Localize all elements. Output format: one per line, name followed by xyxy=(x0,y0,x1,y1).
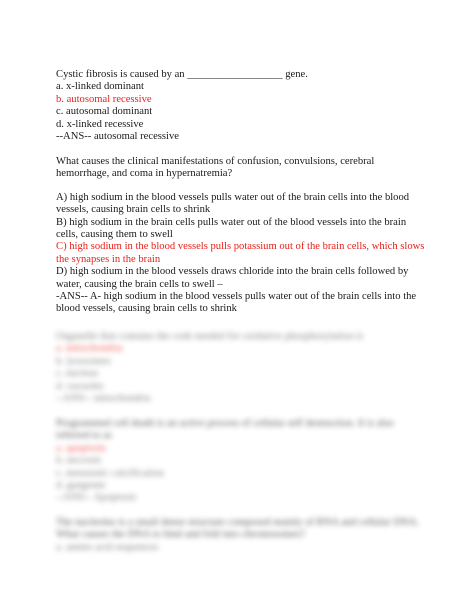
question-2-option-a: A) high sodium in the blood vessels pulls water out of the brain cells into the blood vessels, causing brain cells to shrink xyxy=(56,191,410,216)
question-2 xyxy=(56,156,426,316)
question-3-option-a-correct: a. mitochondria xyxy=(56,343,123,355)
question-1-option-c: c. autosomal dominant xyxy=(56,106,153,118)
question-4-answer: --ANS-- Apoptosis xyxy=(56,492,137,504)
question-2-option-c-highlighted: C) high sodium in the blood vessels pulls potassium out of the brain cells, which slows the synapses in the brain xyxy=(56,241,425,265)
question-1-answer: --ANS-- autosomal recessive xyxy=(56,131,179,143)
question-5-blurred xyxy=(56,517,426,554)
question-1-option-b-correct: b. autosomal recessive xyxy=(56,93,152,105)
question-2-stem: What causes the clinical manifestations of confusion, convulsions, cerebral hemorrhage, and coma in hypernatremia? xyxy=(56,156,375,180)
question-4-option-d: d. gangrene xyxy=(56,480,106,492)
question-3-option-b: b. lysosomes xyxy=(56,355,111,367)
question-5-option-a: a. amino acid sequences xyxy=(56,541,159,553)
question-5-stem: The nucleolus is a small dense structure composed mainly of RNA and cellular DNA. What causes the DNA to bind and fold into chromosomes? xyxy=(56,517,420,541)
question-4-option-b: b. necrosis xyxy=(56,455,102,467)
question-3-option-c: c. nucleus xyxy=(56,368,99,380)
question-1-option-d: d. x-linked recessive xyxy=(56,118,144,130)
question-4-option-c: c. metastatic calcification xyxy=(56,467,164,479)
question-2-option-d: D) high sodium in the blood vessels draws chloride into the brain cells followed by water, causing the brain cells to swell – xyxy=(56,266,409,290)
question-3-option-d: d. vacuoles xyxy=(56,380,104,392)
question-4-option-a-correct: a. apoptosis xyxy=(56,442,107,454)
question-3-stem: Organelle that contains the code needed for oxidative phosphorylation is xyxy=(56,331,364,342)
question-1 xyxy=(56,69,426,143)
question-3-answer: --ANS-- mitochondria xyxy=(56,393,151,405)
question-4-blurred xyxy=(56,418,426,505)
question-2-option-b: B) high sodium in the brain cells pulls water out of the blood vessels into the brain cells, causing them to swell xyxy=(56,216,407,241)
question-3-blurred xyxy=(56,331,426,405)
question-4-stem: Programmed cell death is an active process of cellular self destruction. It is also referred to as xyxy=(56,418,394,442)
question-1-option-a: a. x-linked dominant xyxy=(56,81,144,93)
question-1-stem: Cystic fibrosis is caused by an __________________ gene. xyxy=(56,69,308,80)
question-2-answer: -ANS-- A- high sodium in the blood vessels pulls water out of the brain cells into the blood vessels, causing brain cells to shrink xyxy=(56,291,417,315)
